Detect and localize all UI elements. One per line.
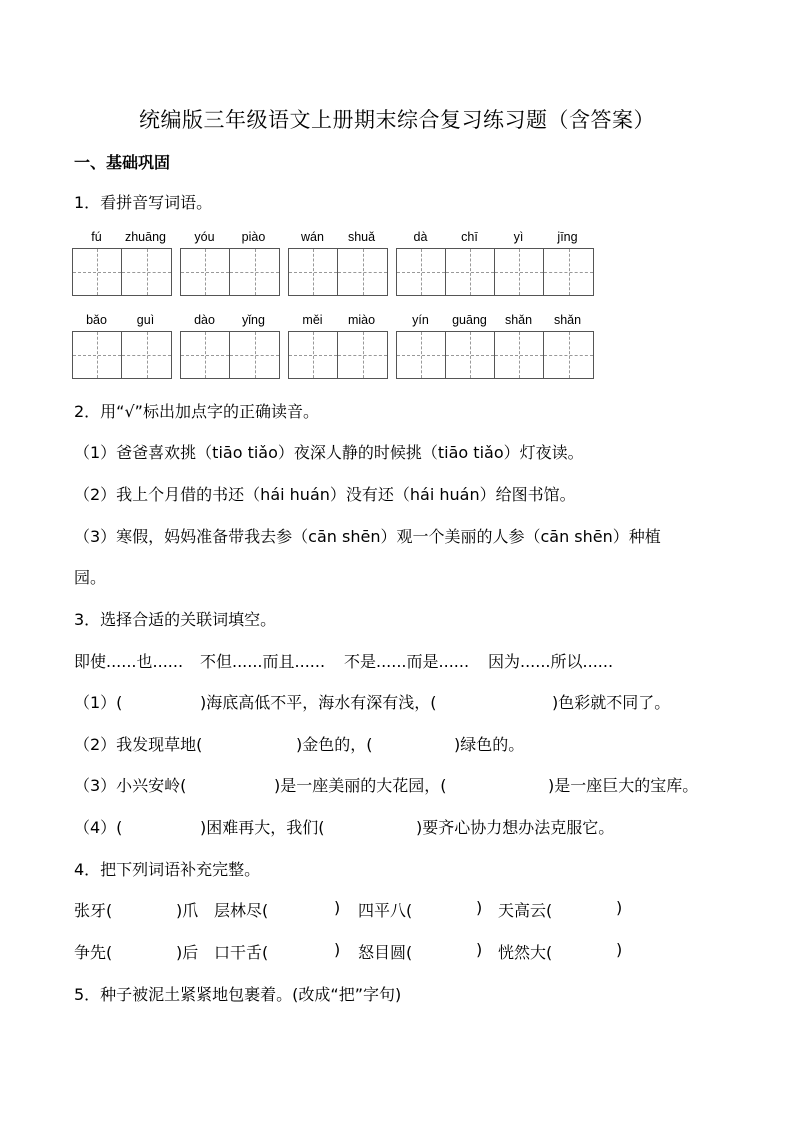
idiom-part: 四平八( <box>358 901 413 920</box>
pinyin-label: guì <box>136 313 155 327</box>
idiom-part: )后 <box>176 943 199 962</box>
idiom-part: 层林尽( <box>214 901 269 920</box>
pinyin-label: chī <box>461 230 478 244</box>
idiom-part: ) <box>616 940 623 959</box>
pinyin-label: jīng <box>557 230 578 244</box>
question-4-prompt: 4．把下列词语补充完整。 <box>74 860 261 879</box>
idiom-part: 恍然大( <box>498 943 553 962</box>
tianzige-box[interactable] <box>288 331 388 379</box>
page-title: 统编版三年级语文上册期末综合复习练习题（含答案） <box>139 108 655 132</box>
tianzige-box[interactable] <box>72 248 172 296</box>
sentence-part: )绿色的。 <box>454 735 525 754</box>
sentence-part: （4）( <box>74 818 123 837</box>
idiom-part: 张牙( <box>74 901 113 920</box>
tianzige-box[interactable] <box>72 331 172 379</box>
tianzige-box[interactable] <box>180 331 280 379</box>
tianzige-box[interactable] <box>180 248 280 296</box>
tianzige-box[interactable] <box>396 248 594 296</box>
question-2-item: （1）爸爸喜欢挑（tiāo tiǎo）夜深人静的时候挑（tiāo tiǎo）灯夜读。 <box>74 443 584 462</box>
question-1-prompt: 1．看拼音写词语。 <box>74 193 213 212</box>
pinyin-label: yóu <box>194 230 215 244</box>
pinyin-label: guāng <box>452 313 487 327</box>
idiom-part: ) <box>334 940 341 959</box>
pinyin-label: piào <box>241 230 266 244</box>
question-3-item <box>74 815 734 837</box>
idiom-part: 怒目圆( <box>358 943 413 962</box>
pinyin-label: wán <box>301 230 324 244</box>
conjunction-options <box>74 649 734 671</box>
pinyin-label: yǐng <box>242 313 265 327</box>
idiom-part: 天高云( <box>498 901 553 920</box>
pinyin-label: yì <box>513 230 524 244</box>
sentence-part: （1）( <box>74 693 123 712</box>
pinyin-label: fú <box>91 230 102 244</box>
question-5-prompt: 5．种子被泥土紧紧地包裹着。(改成“把”字句) <box>74 985 402 1004</box>
idiom-row <box>74 898 734 920</box>
question-3-item <box>74 732 734 754</box>
conjunction-option: 不但......而且...... <box>200 652 326 671</box>
pinyin-label: yín <box>412 313 429 327</box>
pinyin-label: shǎn <box>504 313 533 327</box>
idiom-part: ) <box>334 898 341 917</box>
sentence-part: )色彩就不同了。 <box>552 693 671 712</box>
idiom-row <box>74 940 734 962</box>
sentence-part: )是一座美丽的大花园，( <box>274 776 447 795</box>
question-2-item: （3）寒假，妈妈准备带我去参（cān shēn）观一个美丽的人参（cān shēn）种植 <box>74 527 661 546</box>
question-2-item: （2）我上个月借的书还（hái huán）没有还（hái huán）给图书馆。 <box>74 485 576 504</box>
question-2-prompt: 2．用“√”标出加点字的正确读音。 <box>74 402 319 421</box>
pinyin-label: miào <box>347 313 376 327</box>
sentence-part: )金色的，( <box>296 735 373 754</box>
conjunction-option: 不是......而是...... <box>344 652 470 671</box>
idiom-part: ) <box>476 940 483 959</box>
question-2-item: 园。 <box>74 568 107 587</box>
pinyin-label: bǎo <box>86 313 107 327</box>
tianzige-box[interactable] <box>396 331 594 379</box>
question-3-item <box>74 690 734 712</box>
pinyin-label: shuǎ <box>347 230 376 244</box>
question-3-prompt: 3．选择合适的关联词填空。 <box>74 610 277 629</box>
idiom-part: )爪 <box>176 901 199 920</box>
sentence-part: )困难再大，我们( <box>200 818 325 837</box>
idiom-part: 争先( <box>74 943 113 962</box>
conjunction-option: 因为......所以...... <box>488 652 614 671</box>
pinyin-label: měi <box>302 313 323 327</box>
sentence-part: )海底高低不平，海水有深有浅，( <box>200 693 437 712</box>
pinyin-label: zhuāng <box>124 230 166 244</box>
section-heading: 一、基础巩固 <box>74 153 171 172</box>
idiom-part: 口干舌( <box>214 943 269 962</box>
idiom-part: ) <box>476 898 483 917</box>
sentence-part: （2）我发现草地( <box>74 735 203 754</box>
sentence-part: )是一座巨大的宝库。 <box>548 776 699 795</box>
pinyin-label: dà <box>413 230 428 244</box>
pinyin-label: shǎn <box>553 313 582 327</box>
idiom-part: ) <box>616 898 623 917</box>
question-3-item <box>74 773 734 795</box>
pinyin-label: dào <box>194 313 215 327</box>
conjunction-option: 即使......也...... <box>74 652 184 671</box>
sentence-part: )要齐心协力想办法克服它。 <box>416 818 615 837</box>
tianzige-box[interactable] <box>288 248 388 296</box>
sentence-part: （3）小兴安岭( <box>74 776 187 795</box>
